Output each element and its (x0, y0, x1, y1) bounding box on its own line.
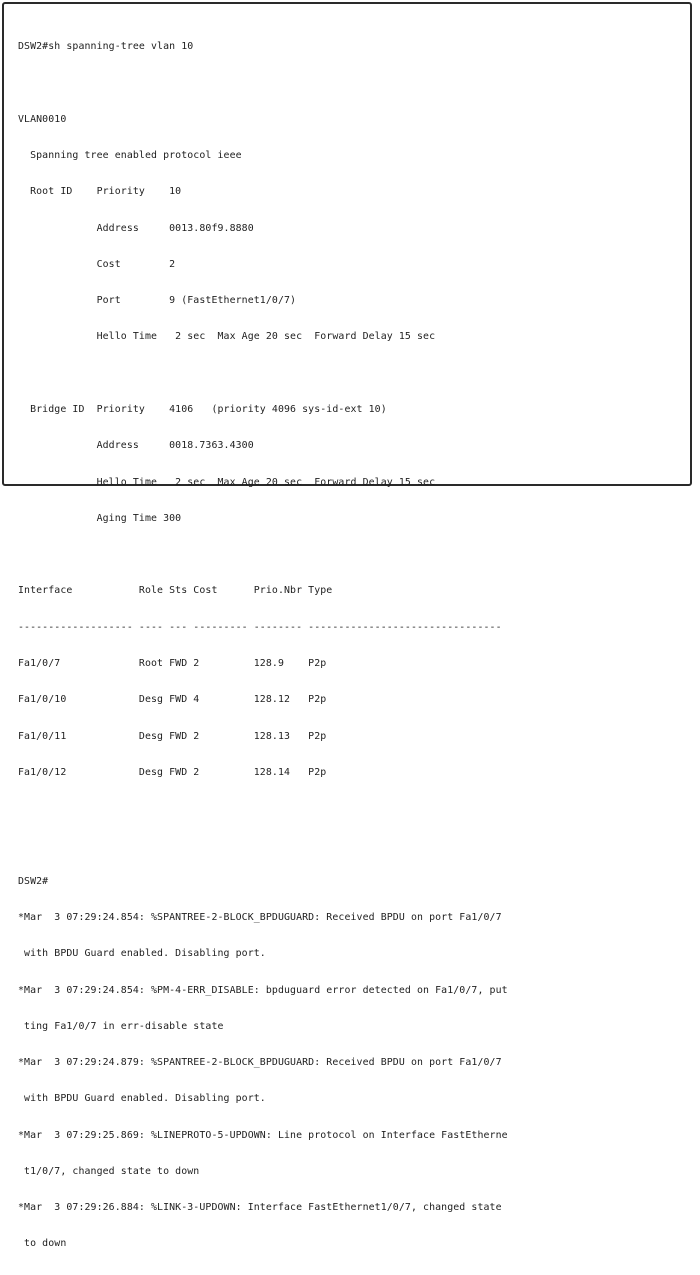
root-id-timers: Hello Time 2 sec Max Age 20 sec Forward Delay 15 sec (18, 331, 436, 343)
protocol-line: Spanning tree enabled protocol ieee (18, 150, 242, 162)
log-line: ting Fa1/0/7 in err-disable state (18, 1020, 224, 1032)
blank-line (18, 839, 508, 851)
log-line: to down (18, 1238, 67, 1250)
command-line: DSW2#sh spanning-tree vlan 10 (18, 41, 194, 53)
bridge-id-timers: Hello Time 2 sec Max Age 20 sec Forward Delay 15 sec (18, 476, 436, 488)
blank-line (18, 803, 508, 815)
terminal-window (2, 2, 692, 1250)
bridge-id-address: Address 0018.7363.4300 (18, 440, 254, 452)
root-id-port: Port 9 (FastEthernet1/0/7) (18, 295, 297, 307)
vlan-header: VLAN0010 (18, 113, 67, 125)
log-line: with BPDU Guard enabled. Disabling port. (18, 948, 266, 960)
bridge-id-aging: Aging Time 300 (18, 512, 182, 524)
table-row: Fa1/0/12 Desg FWD 2 128.14 P2p (18, 766, 327, 778)
cli-prompt: DSW2# (18, 875, 49, 887)
root-id-cost: Cost 2 (18, 258, 176, 270)
log-line: *Mar 3 07:29:24.854: %SPANTREE-2-BLOCK_BPDUGUARD: Received BPDU on port Fa1/0/7 (18, 911, 502, 923)
root-id-priority: Root ID Priority 10 (18, 186, 182, 198)
blank-line (18, 549, 508, 561)
root-id-address: Address 0013.80f9.8880 (18, 222, 254, 234)
log-line: *Mar 3 07:29:25.869: %LINEPROTO-5-UPDOWN: Line protocol on Interface FastEtherne (18, 1129, 508, 1141)
bridge-id-priority: Bridge ID Priority 4106 (priority 4096 sys-id-ext 10) (18, 404, 387, 415)
interface-table-header: Interface Role Sts Cost Prio.Nbr Type (18, 585, 333, 597)
log-line: *Mar 3 07:29:24.854: %PM-4-ERR_DISABLE: bpduguard error detected on Fa1/0/7, put (18, 984, 508, 996)
terminal-output (18, 17, 508, 1275)
interface-table-divider: ------------------- ---- --- --------- -------- -------------------------------- (18, 621, 502, 633)
blank-line (18, 77, 508, 89)
table-row: Fa1/0/7 Root FWD 2 128.9 P2p (18, 657, 327, 669)
table-row: Fa1/0/11 Desg FWD 2 128.13 P2p (18, 730, 327, 742)
log-line: with BPDU Guard enabled. Disabling port. (18, 1093, 266, 1105)
log-line: t1/0/7, changed state to down (18, 1165, 200, 1177)
log-line: *Mar 3 07:29:24.879: %SPANTREE-2-BLOCK_BPDUGUARD: Received BPDU on port Fa1/0/7 (18, 1057, 502, 1069)
table-row: Fa1/0/10 Desg FWD 4 128.12 P2p (18, 694, 327, 706)
blank-line (18, 368, 508, 380)
log-line: *Mar 3 07:29:26.884: %LINK-3-UPDOWN: Interface FastEthernet1/0/7, changed state (18, 1202, 502, 1214)
